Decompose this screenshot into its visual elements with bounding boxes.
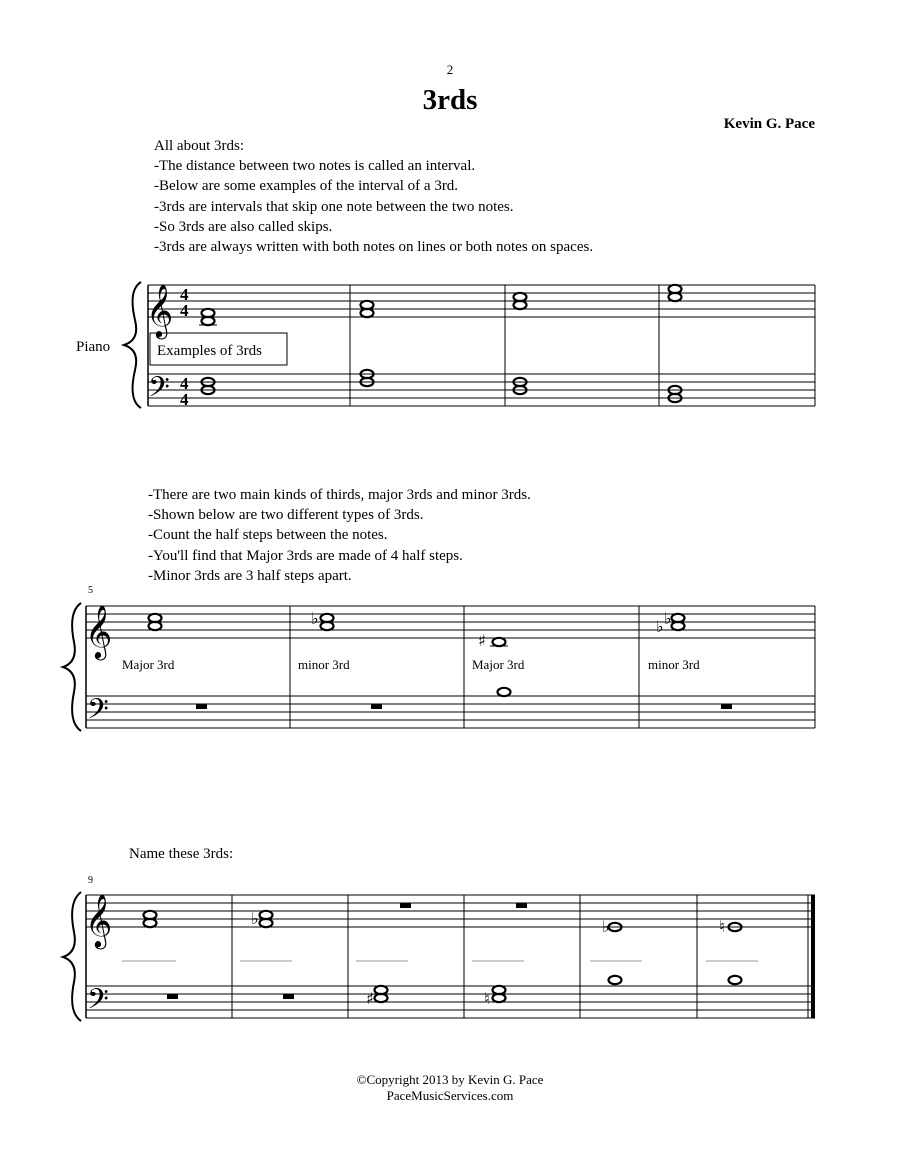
flat-icon: ♭ — [602, 917, 610, 936]
page-title: 3rds — [422, 84, 478, 116]
whole-rest — [167, 994, 178, 999]
whole-note-chord — [669, 386, 682, 402]
whole-note — [498, 688, 511, 696]
whole-rest — [283, 994, 294, 999]
system-2 — [63, 603, 815, 731]
bass-clef-icon: 𝄢 — [87, 693, 109, 733]
treble-clef-icon: 𝄞 — [85, 893, 113, 947]
copyright-text: ©Copyright 2013 by Kevin G. Pace — [356, 1072, 544, 1087]
intro-line: -Below are some examples of the interval of a 3rd. — [154, 178, 459, 195]
whole-rest — [196, 704, 207, 709]
whole-note-chord — [321, 614, 334, 630]
intro-line: All about 3rds: — [154, 138, 244, 154]
flat-icon: ♭ — [311, 609, 319, 628]
interval-label: minor 3rd — [648, 657, 700, 672]
whole-note-chord — [361, 301, 374, 317]
treble-clef-icon: 𝄞 — [85, 604, 113, 658]
whole-note — [490, 638, 508, 646]
whole-note-chord — [144, 911, 157, 927]
measure-number: 5 — [88, 585, 93, 596]
examples-annotation: Examples of 3rds — [157, 343, 262, 359]
composer-name: Kevin G. Pace — [723, 116, 815, 132]
measure-number: 9 — [88, 875, 93, 886]
bass-clef-icon: 𝄢 — [87, 983, 109, 1023]
time-signature-bottom: 4 — [180, 301, 189, 320]
whole-note-chord — [514, 293, 527, 309]
whole-note-chord — [669, 285, 682, 301]
whole-note-chord — [493, 986, 506, 1002]
interval-label: Major 3rd — [472, 657, 525, 672]
kinds-line: -Minor 3rds are 3 half steps apart. — [148, 567, 352, 584]
treble-clef-icon: 𝄞 — [146, 283, 174, 337]
intro-line: -So 3rds are also called skips. — [154, 218, 333, 235]
flat-icon: ♭ — [656, 617, 664, 636]
interval-label: Major 3rd — [122, 657, 175, 672]
whole-note-chord — [260, 911, 273, 927]
intro-line: -3rds are intervals that skip one note between the two notes. — [154, 198, 514, 215]
bass-clef-icon: 𝄢 — [148, 371, 170, 411]
whole-note-chord — [202, 378, 215, 394]
interval-label: minor 3rd — [298, 657, 350, 672]
system-3 — [63, 892, 815, 1021]
time-signature-bottom: 4 — [180, 390, 189, 409]
whole-note-chord — [672, 614, 685, 630]
kinds-line: -Shown below are two different types of 3rds. — [148, 507, 424, 524]
kinds-line: -Count the half steps between the notes. — [148, 527, 388, 544]
whole-rest — [371, 704, 382, 709]
sharp-icon: ♯ — [478, 631, 486, 650]
intro-line: -The distance between two notes is called an interval. — [154, 158, 476, 175]
kinds-line: -You'll find that Major 3rds are made of 4 half steps. — [148, 547, 463, 564]
time-signature-top: 4 — [180, 374, 189, 393]
whole-note-chord — [375, 986, 388, 1002]
time-signature-top: 4 — [180, 285, 189, 304]
exercise-prompt: Name these 3rds: — [129, 846, 234, 862]
whole-note — [609, 976, 622, 984]
intro-line: -3rds are always written with both notes on lines or both notes on spaces. — [154, 239, 594, 256]
whole-note — [729, 976, 742, 984]
whole-rest — [516, 903, 527, 908]
flat-icon: ♭ — [251, 909, 259, 928]
whole-note-chord — [149, 614, 162, 630]
whole-note-chord — [361, 370, 374, 386]
whole-rest — [400, 903, 411, 908]
rests — [167, 704, 732, 999]
whole-note-chord — [514, 378, 527, 394]
kinds-line: -There are two main kinds of thirds, major 3rds and minor 3rds. — [148, 487, 531, 503]
natural-icon: ♮ — [484, 989, 490, 1008]
whole-rest — [721, 704, 732, 709]
website-text: PaceMusicServices.com — [386, 1088, 514, 1103]
sharp-icon: ♯ — [366, 989, 374, 1008]
instrument-label: Piano — [76, 339, 111, 355]
flat-icon: ♭ — [664, 609, 672, 628]
page-number: 2 — [446, 62, 454, 77]
natural-icon: ♮ — [719, 917, 725, 936]
